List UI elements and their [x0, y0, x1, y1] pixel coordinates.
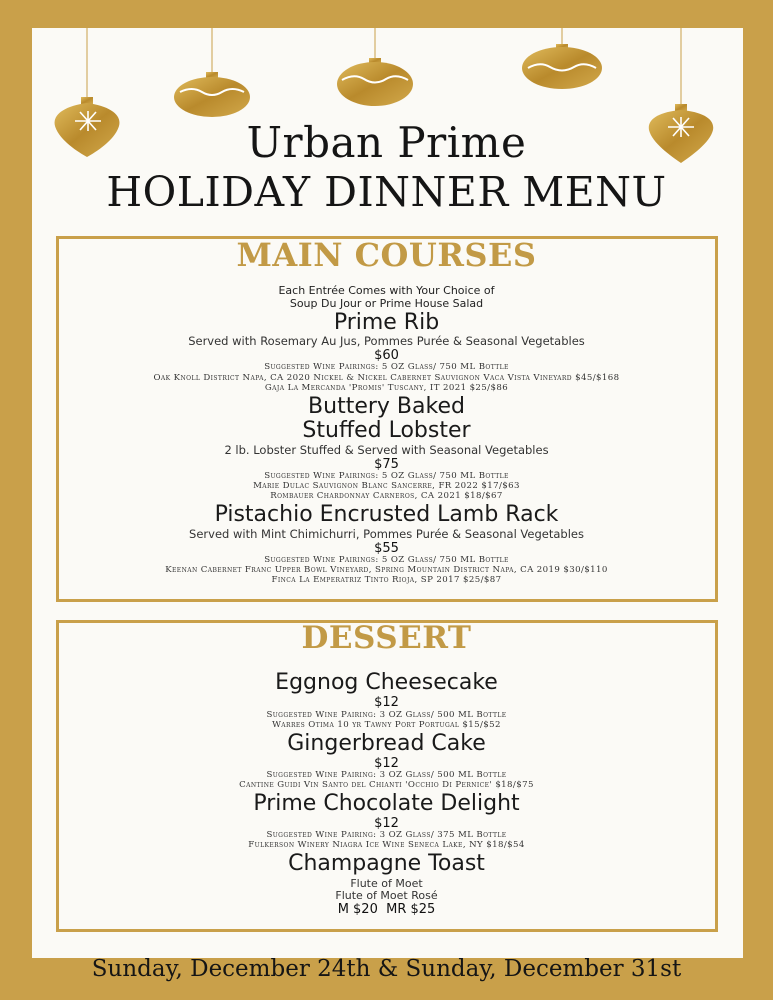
restaurant-name: Urban Prime: [246, 118, 527, 167]
dish-description: Served with Mint Chimichurri, Pommes Purée & Seasonal Vegetables: [189, 527, 584, 541]
dish-name: Prime Rib: [333, 310, 440, 335]
wine-pairing-heading: Suggested Wine Pairing: 3 OZ Glass/ 500 ML Bottle: [266, 710, 507, 720]
dessert-description: Flute of Moet: [350, 877, 423, 890]
dish-price: $55: [374, 541, 399, 556]
intro-line: Each Entrée Comes with Your Choice of: [278, 284, 495, 297]
wine-pairing: Finca La Emperatriz Tinto Rioja, SP 2017 $25/$87: [271, 575, 502, 585]
dessert-price: $12: [374, 816, 399, 831]
dish-name: Buttery Baked: [308, 394, 465, 419]
dessert-name: Gingerbread Cake: [287, 731, 486, 756]
dessert-description: Flute of Moet Rosé: [335, 889, 438, 902]
dessert-price: $12: [374, 695, 399, 710]
wine-pairing-heading: Suggested Wine Pairings: 5 OZ Glass/ 750 ML Bottle: [264, 471, 509, 481]
dish-name: Stuffed Lobster: [302, 418, 471, 443]
dessert-name: Champagne Toast: [288, 851, 485, 876]
bauble-ornament-icon: [337, 58, 413, 106]
wine-pairing: Warres Otima 10 yr Tawny Port Portugal $15/$52: [272, 720, 501, 730]
intro-line: Soup Du Jour or Prime House Salad: [289, 297, 484, 310]
menu-title: HOLIDAY DINNER MENU: [106, 168, 667, 216]
dish-name: Pistachio Encrusted Lamb Rack: [214, 502, 559, 527]
dish-description: 2 lb. Lobster Stuffed & Served with Seasonal Vegetables: [224, 443, 549, 457]
dish-price: $60: [374, 348, 399, 363]
wine-pairing: Marie Dulac Sauvignon Blanc Sancerre, FR 2022 $17/$63: [253, 481, 520, 491]
wine-pairing: Gaja La Mercanda 'Promis' Tuscany, IT 2021 $25/$86: [264, 383, 509, 393]
wine-pairing: Oak Knoll District Napa, CA 2020 Nickel & Nickel Cabernet Sauvignon Vaca Vista Vineyard $45/$168: [153, 373, 620, 383]
bauble-ornament-icon: [522, 44, 602, 89]
wine-pairing-heading: Suggested Wine Pairing: 3 OZ Glass/ 500 ML Bottle: [266, 770, 507, 780]
wine-pairing-heading: Suggested Wine Pairings: 5 OZ Glass/ 750 ML Bottle: [264, 555, 509, 565]
wine-pairing-heading: Suggested Wine Pairings: 5 OZ Glass/ 750 ML Bottle: [264, 362, 509, 372]
dessert-name: Eggnog Cheesecake: [275, 670, 498, 695]
dish-description: Served with Rosemary Au Jus, Pommes Purée & Seasonal Vegetables: [188, 334, 585, 348]
wine-pairing: Cantine Guidi Vin Santo del Chianti 'Occhio Di Pernice' $18/$75: [239, 780, 534, 790]
dessert-price: $12: [374, 756, 399, 771]
wine-pairing: Rombauer Chardonnay Carneros, CA 2021 $18/$67: [270, 491, 503, 501]
bauble-ornament-icon: [174, 72, 250, 117]
wine-pairing: Keenan Cabernet Franc Upper Bowl Vineyard, Spring Mountain District Napa, CA 2019 $30/$110: [165, 565, 608, 575]
dessert-name: Prime Chocolate Delight: [253, 791, 520, 816]
wine-pairing: Fulkerson Winery Niagra Ice Wine Seneca Lake, NY $18/$54: [248, 840, 525, 850]
wine-pairing-heading: Suggested Wine Pairing: 3 OZ Glass/ 375 ML Bottle: [266, 830, 507, 840]
dessert-heading: DESSERT: [301, 620, 472, 656]
dessert-price: M $20 MR $25: [337, 902, 436, 917]
dish-price: $75: [374, 457, 399, 472]
main-courses-heading: MAIN COURSES: [236, 236, 537, 274]
footer-dates: Sunday, December 24th & Sunday, December 31st: [91, 956, 682, 982]
